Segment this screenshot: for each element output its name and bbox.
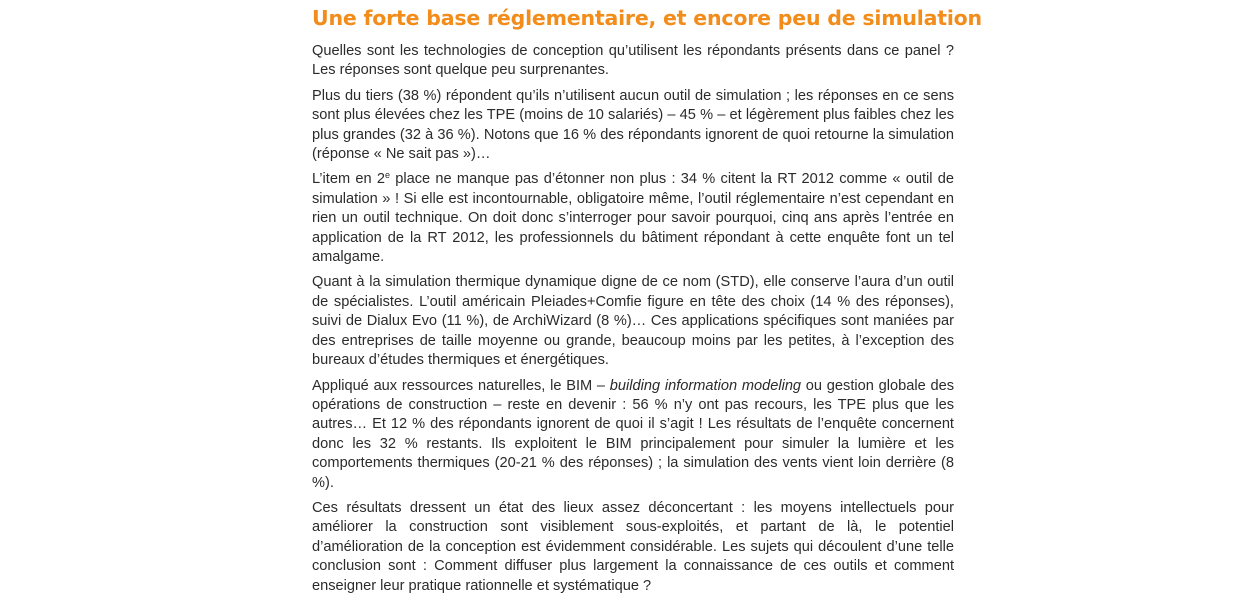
article-title: Une forte base réglementaire, et encore peu de simulation bbox=[312, 6, 982, 30]
paragraph-bim-rest: ou gestion globale des opérations de construction – reste en devenir : 56 % n’y ont pas recours, les TPE plus que les autres… Et 12 % des répondants ignorent de quoi il s’agit ! Les résultats de l’enquête concernent donc les 32 % restants. Ils exploitent le BIM principalement pour simuler la lumière et les comportements thermiques (20-21 % des réponses) ; la simulation des vents vient loin derrière (8 %). bbox=[312, 377, 954, 491]
paragraph-rt2012-rest: place ne manque pas d’étonner non plus : 34 % citent la RT 2012 comme « outil de simulation » ! Si elle est incontournable, obligatoire même, l’outil réglementaire n’est cependant en rien un outil technique. On doit donc s’interroger pour savoir pourquoi, cinq ans après l’entrée en application de la RT 2012, les professionnels du bâtiment répondant à cette enquête font un tel amalgame. bbox=[312, 171, 954, 266]
paragraph-bim-start: Appliqué aux ressources naturelles, le BIM – bbox=[312, 377, 610, 394]
paragraph-intro: Quelles sont les technologies de conception qu’utilisent les répondants présents dans ce panel ? Les réponses sont quelque peu surprenantes. bbox=[312, 43, 954, 79]
bim-definition-italic: building information modeling bbox=[609, 377, 802, 394]
article-column bbox=[312, 0, 982, 596]
paragraph-conclusion: Ces résultats dressent un état des lieux assez déconcertant : les moyens intellectuels pour améliorer la construction sont visiblement sous-exploités, et partant de là, le potentiel d’amélioration de la conception est évidemment considérable. Les sujets qui découlent d’une telle conclusion sont : Comment diffuser plus largement la connaissance de ces outils et comment enseigner leur pratique rationnelle et systématique ? bbox=[312, 499, 954, 594]
paragraph-no-simulation: Plus du tiers (38 %) répondent qu’ils n’utilisent aucun outil de simulation ; les réponses en ce sens sont plus élevées chez les TPE (moins de 10 salariés) – 45 % – et légèrement plus faibles chez les plus grandes (32 à 36 %). Notons que 16 % des répondants ignorent de quoi retourne la simulation (réponse « Ne sait pas »)… bbox=[312, 87, 954, 163]
ordinal-superscript: e bbox=[385, 170, 391, 181]
paragraph-bim bbox=[312, 377, 954, 493]
paragraph-std: Quant à la simulation thermique dynamique digne de ce nom (STD), elle conserve l’aura d’un outil de spécialistes. L’outil américain Pleiades+Comfie figure en tête des choix (14 % des réponses), suivi de Dialux Evo (11 %), de ArchiWizard (8 %)… Ces applications spécifiques sont maniées par des entreprises de taille moyenne ou grande, beaucoup moins par les petites, à l’exception des bureaux d’études thermiques et énergétiques. bbox=[312, 274, 954, 369]
paragraph-rt2012-start: L’item en 2 bbox=[312, 171, 385, 188]
paragraph-rt2012 bbox=[312, 170, 954, 267]
